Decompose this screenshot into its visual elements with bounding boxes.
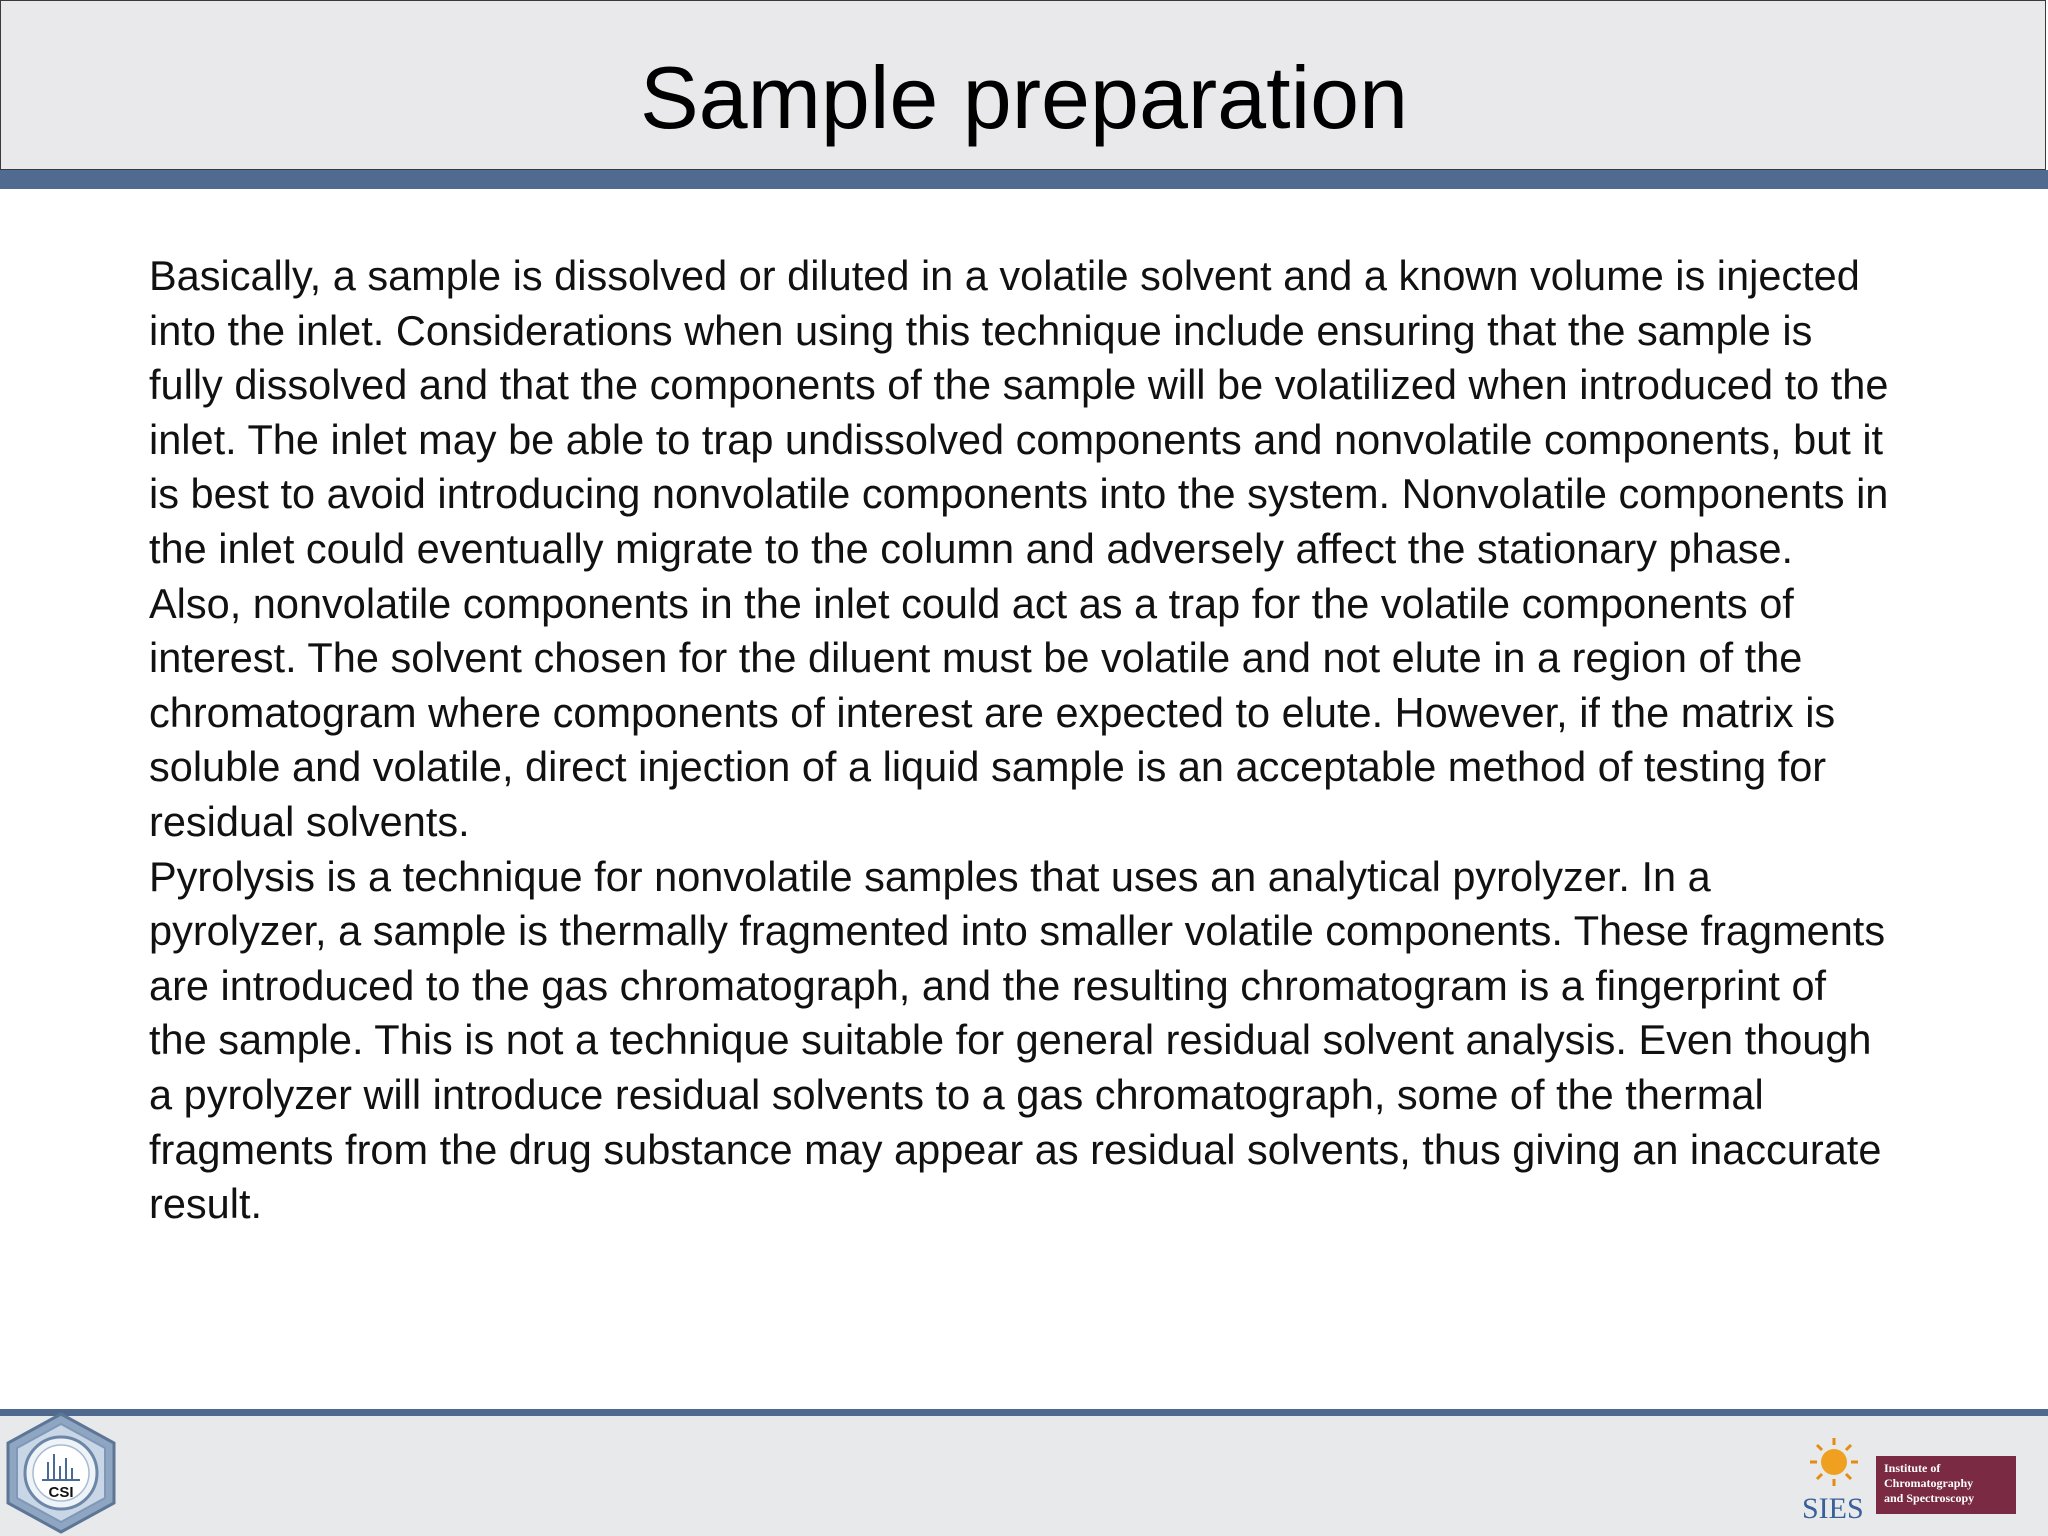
paragraph-pyrolysis: Pyrolysis is a technique for nonvolatile samples that uses an analytical pyrolyzer. In a pyrolyzer, a sample is thermally fragmented into smaller volatile components. These fragments are introduced to the gas chromatograph, and the resulting chromatogram is a fingerprint of the sample. This is not a technique suitable for general residual solvent analysis. Even though a pyrolyzer will introduce residual solvents to a gas chromatograph, some of the thermal fragments from the drug substance may appear as residual solvents, thus giving an inaccurate result.	[149, 852, 1886, 1228]
slide-title: Sample preparation	[639, 48, 1409, 147]
header-divider	[0, 170, 2048, 189]
institute-line-3: and Spectroscopy	[1884, 1491, 1975, 1505]
slide-footer	[0, 1416, 2048, 1536]
slide-body	[149, 249, 1889, 1232]
csi-logo-text: CSI	[48, 1484, 74, 1501]
institute-line-2: Chromatography	[1884, 1476, 1974, 1490]
institute-line-1: Institute of	[1884, 1461, 1941, 1475]
sies-institute-logo-icon	[1796, 1412, 2026, 1534]
sies-brand-text: SIES	[1802, 1492, 1864, 1525]
sun-emblem-icon	[1810, 1438, 1858, 1486]
footer-divider	[0, 1409, 2048, 1416]
paragraph-sample-dilution: Basically, a sample is dissolved or diluted in a volatile solvent and a known volume is injected into the inlet. Considerations when using this technique include ensuring that the sample is fully dissolved and that the components of the sample will be volatilized when introduced to the inlet. The inlet may be able to trap undissolved components and nonvolatile components, but it is best to avoid introducing nonvolatile components into the system. Nonvolatile components in the inlet could eventually migrate to the column and adversely affect the stationary phase. Also, nonvolatile components in the inlet could act as a trap for the volatile components of interest. The solvent chosen for the diluent must be volatile and not elute in a region of the chromatogram where components of interest are expected to elute. However, if the matrix is soluble and volatile, direct injection of a liquid sample is an acceptable method of testing for residual solvents.	[149, 252, 1889, 845]
csi-hexagon-logo-icon	[2, 1410, 120, 1536]
